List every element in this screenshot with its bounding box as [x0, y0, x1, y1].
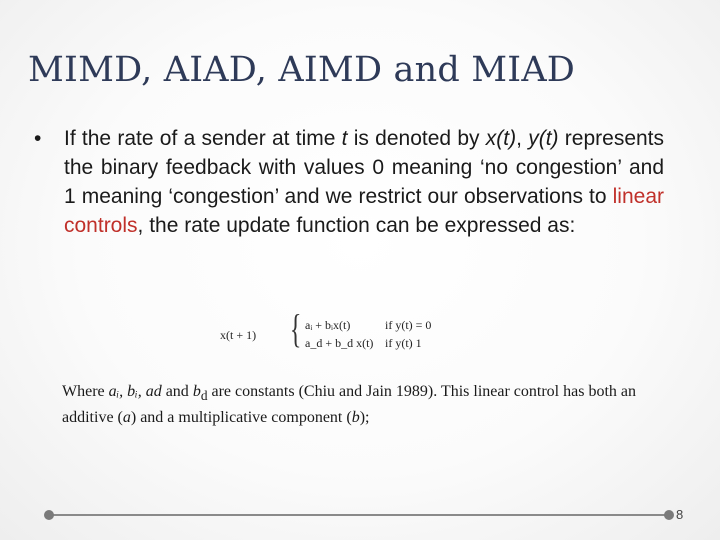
- note-p4: ) and a multiplicative component (: [130, 409, 352, 427]
- bullet-text-mid2: represents the binary feedback with values 0 meaning ‘no congestion’ and 1 meaning ‘congestion’ and we restrict our observations to: [64, 127, 665, 208]
- note-a: a: [122, 409, 131, 427]
- bullet-text-mid1: is denoted by: [347, 127, 486, 150]
- bullet-point: [34, 124, 664, 240]
- bullet-text: [64, 124, 664, 240]
- highlight-linear-controls: linear controls: [64, 185, 664, 237]
- bullet-icon: •: [34, 127, 42, 150]
- note-ai: aᵢ,: [108, 383, 128, 400]
- note-bd-sub: d: [200, 388, 208, 404]
- equation-case-1: aᵢ + bᵢx(t): [305, 318, 351, 332]
- note-b: b: [351, 409, 360, 427]
- note-p5: );: [359, 409, 370, 427]
- page-number: 8: [676, 507, 684, 522]
- note-ad: ad: [145, 383, 162, 400]
- footer-divider: [48, 514, 672, 516]
- footer-right-dot-icon: [664, 510, 674, 520]
- equation-condition-2: if y(t) 1: [385, 336, 422, 350]
- bullet-text-start: If the rate of a sender at time: [64, 127, 342, 150]
- slide-title: MIMD, AIAD, AIMD and MIAD: [28, 50, 576, 90]
- note-p2: and: [161, 383, 193, 400]
- note-p3: are constants (Chiu and Jain 1989). This linear control has both an additive (: [62, 383, 636, 427]
- bullet-comma: ,: [516, 127, 529, 150]
- var-xt: x(t): [485, 127, 517, 150]
- note-bi: bᵢ,: [127, 383, 146, 400]
- equation-condition-1: if y(t) = 0: [385, 318, 432, 332]
- constants-note: [62, 381, 662, 429]
- var-yt: y(t): [528, 127, 559, 150]
- var-t: t: [341, 127, 348, 150]
- bullet-text-end: , the rate update function can be expressed as:: [137, 214, 576, 237]
- footer-left-dot-icon: [44, 510, 54, 520]
- note-p1: Where: [62, 383, 109, 400]
- equation-lhs: x(t + 1): [220, 328, 257, 342]
- equation-case-2: a_d + b_d x(t): [305, 336, 374, 350]
- note-bd: b: [192, 383, 201, 400]
- brace-icon: {: [289, 306, 302, 351]
